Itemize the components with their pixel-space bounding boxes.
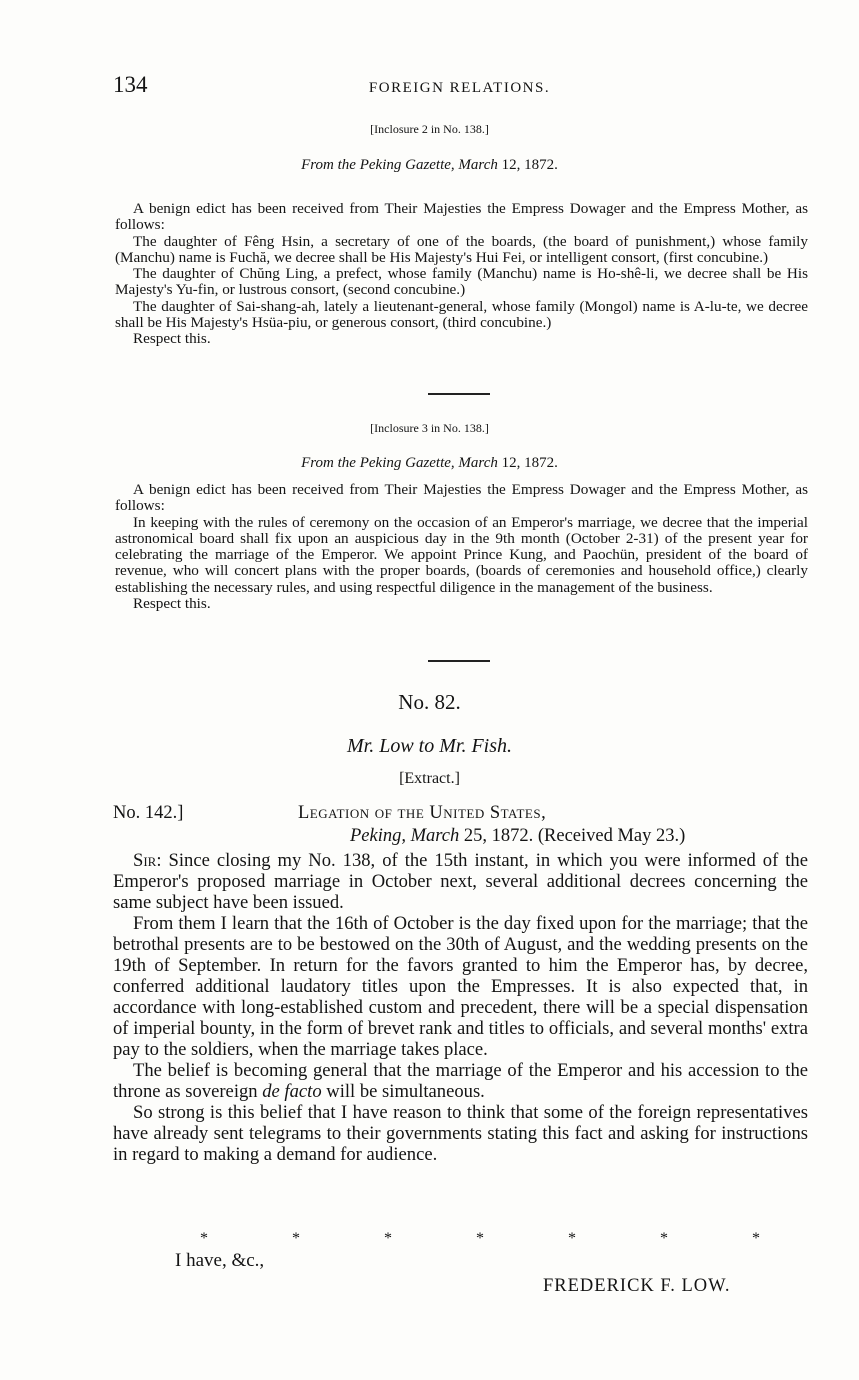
source-prefix: From the Peking Gazette, March [301,455,498,471]
paragraph: A benign edict has been received from Their Majesties the Empress Dowager and the Empress Mother, as follows: [115,200,808,234]
asterisk: * [568,1230,576,1247]
document-number: No. 82. [398,690,461,714]
inclosure-3-text [115,482,808,612]
source-date: 12, 1872. [501,157,558,173]
letter-body [113,850,808,1165]
asterisk: * [752,1230,760,1247]
inclosure-2-label: [Inclosure 2 in No. 138.] [370,122,489,136]
paragraph: The daughter of Sai-shang-ah, lately a lieutenant-general, whose family (Mongol) name is A-lu-te, we decree shall be His Majesty's Hsüa-piu, or generous consort, (third concubine.) [115,297,808,332]
page-number: 134 [113,72,148,97]
letter-heading: Mr. Low to Mr. Fish. [346,735,513,757]
source-date: 12, 1872. [501,455,558,471]
asterisk: * [292,1230,300,1247]
paragraph: From them I learn that the 16th of October is the day fixed upon for the marriage; that the betrothal presents are to be bestowed on the 30th of August, and the wedding presents on the 19th of September. In return for the favors granted to him the Emperor has, by decree, conferred additional laudatory titles upon the Empresses. It is also expected that, in accordance with long-established custom and precedent, there will be a special dispensation of imperial bounty, in the form of brevet rank and titles to officials, and several months' extra pay to the soldiers, when the marriage takes place. [113,913,808,1060]
inclosure-3-label: [Inclosure 3 in No. 138.] [370,421,489,435]
salutation: Sir: [133,850,162,871]
paragraph: Respect this. [133,330,211,348]
dateline-rest: 25, 1872. (Received May 23.) [463,826,686,846]
paragraph: In keeping with the rules of ceremony on the occasion of an Emperor's marriage, we decree that the imperial astronomical board shall fix upon an auspicious day in the 9th month (October 2-31) of the present year for celebrating the marriage of the Emperor. We appoint Prince Kung, and Paochün, president of the board of revenue, who will concert plans with the proper boards, (boards of ceremonies and household office,) clearly establishing the necessary rules, and using respectful diligence in the management of the business. [115,513,808,596]
paragraph: A benign edict has been received from Their Majesties the Empress Dowager and the Empress Mother, as follows: [115,481,808,515]
source-prefix: From the Peking Gazette, March [301,157,498,173]
paragraph [113,850,808,913]
asterisk: * [476,1230,484,1247]
extract-label: [Extract.] [399,770,460,787]
divider [428,393,490,395]
inclosure-3-source [0,455,859,472]
running-title: FOREIGN RELATIONS. [368,80,551,96]
italic-phrase: de facto [262,1081,322,1102]
paragraph: So strong is this belief that I have reason to think that some of the foreign representatives have already sent telegrams to their governments stating this fact and asking for instructions in regard to making a demand for audience. [113,1102,808,1165]
inclosure-2-source [0,157,859,174]
asterisk: * [660,1230,668,1247]
asterisk: * [384,1230,392,1247]
paragraph-text: Since closing my No. 138, of the 15th instant, in which you were informed of the Emperor's proposed marriage in October next, several additional decrees concerning the same subject have been issued. [113,850,808,913]
paragraph [113,1060,808,1102]
paragraph: The daughter of Fêng Hsin, a secretary of one of the boards, (the board of punishment,) whose family (Manchu) name is Fuchă, we decree shall be His Majesty's Hui Fei, or intelligent consort, (first concubine.) [115,232,808,266]
asterisk: * [200,1230,208,1247]
dateline [350,826,685,847]
divider [428,660,490,662]
paragraph: The daughter of Chŭng Ling, a prefect, whose family (Manchu) name is Ho-shê-li, we decree shall be His Majesty's Yu-fin, or lustrous consort, (second concubine.) [115,265,808,299]
paragraph-text: The belief is becoming general that the marriage of the Emperor and his accession to the throne as sovereign [113,1060,808,1102]
dateline-place: Peking, March [350,826,460,846]
asterisk-row [200,1230,760,1248]
closing: I have, &c., [175,1250,265,1271]
paragraph: Respect this. [133,595,211,613]
inclosure-2-text [115,201,808,348]
signature: FREDERICK F. LOW. [543,1276,731,1296]
legation-line: Legation of the United States, [298,803,547,823]
paragraph-text: will be simultaneous. [326,1081,485,1102]
letter-number: No. 142.] [113,803,184,823]
